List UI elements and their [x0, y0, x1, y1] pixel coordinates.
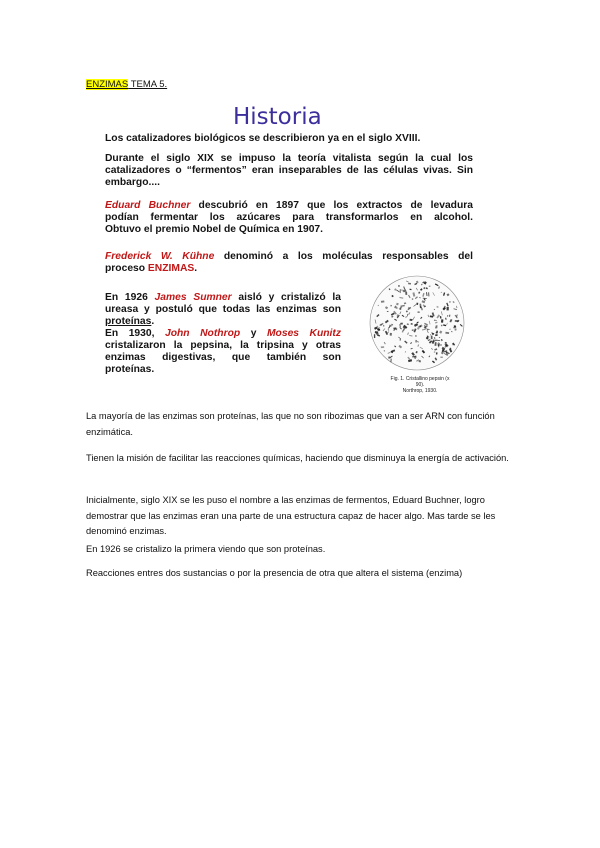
sumner-name: James Sumner: [154, 292, 232, 303]
slide-p4-line2: ureasa y postuló que todas las enzimas son: [105, 304, 341, 315]
document-header: [86, 79, 167, 90]
slide-p5-line1: En 1930, John Nothrop y Moses Kunitz: [105, 328, 341, 339]
header-highlight: ENZIMAS: [86, 79, 129, 90]
slide-p4-line3: proteínas.: [105, 316, 155, 327]
body-paragraph-4: En 1926 se cristalizo la primera viendo que son proteínas.: [86, 544, 326, 554]
slide-p3-line1: Frederick W. Kühne denominó a los moléculas responsables del: [105, 251, 474, 262]
body-paragraph-3: Inicialmente, siglo XIX se les puso el nombre a las enzimas de fermentos, Eduard Buchner, logro demostrar que las enzimas eran una parte de una estructura capaz de hacer algo. Mas tarde se les denominó enzimas.: [86, 495, 496, 536]
slide-p2-line3: Obtuvo el premio Nobel de Química en 1907.: [105, 224, 324, 235]
slide-p1-line1: Durante el siglo XIX se impuso la teoría vitalista según la cual los: [105, 153, 473, 164]
buchner-name: Eduard Buchner: [105, 200, 191, 211]
slide-title: Historia: [233, 104, 322, 130]
slide-p3-line2: proceso ENZIMAS.: [105, 263, 198, 274]
body-paragraph-2: Tienen la misión de facilitar las reacciones químicas, haciendo que disminuya la energía de activación.: [86, 453, 509, 463]
kunitz-name: Moses Kunitz: [266, 328, 341, 339]
kuhne-name: Frederick W. Kühne: [105, 251, 215, 262]
micrograph-caption: Fig. 1. Cristallino pepsin (x 90). Northrop, 1930.: [390, 376, 450, 394]
slide-p5-line2: cristalizaron la pepsina, la tripsina y otras: [105, 340, 341, 351]
slide-p5-line3: enzimas digestivas, que también son: [105, 352, 341, 363]
slide-p2-line2: podían fermentar los azúcares para transformarlos en alcohol.: [105, 212, 473, 223]
slide-p1-line2: catalizadores o “fermentos” eran inseparables de las células vivas. Sin: [105, 165, 473, 176]
history-slide-image: [103, 102, 475, 394]
body-paragraph-5: Reacciones entres dos sustancias o por la presencia de otra que altera el sistema (enzima): [86, 568, 463, 578]
slide-p4-line1: En 1926 James Sumner aisló y cristalizó la: [105, 292, 342, 303]
nothrop-name: John Nothrop: [165, 328, 241, 339]
body-paragraph-1: La mayoría de las enzimas son proteínas, las que no son ribozimas que van a ser ARN con función enzimática.: [86, 411, 495, 437]
header-rest: TEMA 5.: [128, 79, 168, 90]
slide-p2-line1: Eduard Buchner descubrió en 1897 que los extractos de levadura: [105, 200, 473, 211]
pepsin-crystal-micrograph: [366, 274, 468, 372]
slide-p5-line4: proteínas.: [105, 364, 155, 375]
slide-p1-line3: embargo....: [105, 177, 160, 188]
slide-intro: Los catalizadores biológicos se describieron ya en el siglo XVIII.: [105, 133, 421, 144]
enzimas-term: ENZIMAS: [147, 263, 195, 274]
